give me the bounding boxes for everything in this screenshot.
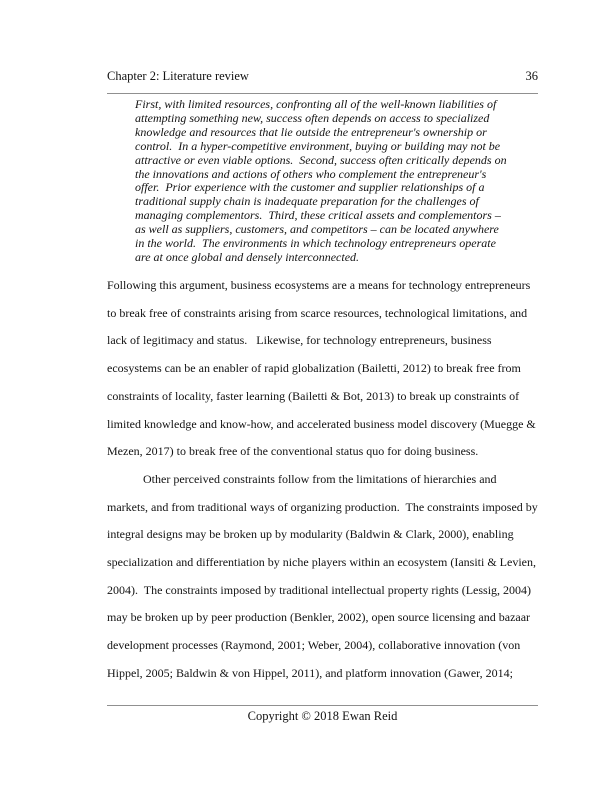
body-text [107, 272, 547, 688]
body-line: 2004). The constraints imposed by traditional intellectual property rights (Lessig, 2004) [107, 582, 532, 597]
body-line: limited knowledge and know-how, and accelerated business model discovery (Muegge & [107, 416, 536, 431]
quote-line: traditional supply chain is inadequate preparation for the challenges of [135, 194, 479, 209]
quote-line: knowledge and resources that lie outside the entrepreneur's ownership or [135, 124, 487, 139]
body-line: development processes (Raymond, 2001; Weber, 2004), collaborative innovation (von [107, 638, 521, 653]
quote-line: the innovations and actions of others who complement the entrepreneur's [135, 166, 487, 181]
page-header [107, 69, 538, 84]
body-line: markets, and from traditional ways of organizing production. The constraints imposed by [107, 499, 538, 514]
quote-line: managing complementors. Third, these critical assets and complementors – [135, 208, 501, 223]
page-number: 36 [525, 69, 538, 83]
quote-line: in the world. The environments in which technology entrepreneurs operate [135, 236, 496, 251]
quote-line: are at once global and densely interconnected. [135, 249, 360, 264]
quote-line: attempting something new, success often depends on access to specialized [135, 110, 490, 125]
body-line: Following this argument, business ecosystems are a means for technology entrepreneurs [107, 278, 531, 292]
quote-line: First, with limited resources, confronting all of the well-known liabilities of [135, 97, 497, 111]
body-line: may be broken up by peer production (Benkler, 2002), open source licensing and bazaar [107, 610, 531, 625]
body-line: Hippel, 2005; Baldwin & von Hippel, 2011), and platform innovation (Gawer, 2014; [107, 665, 514, 680]
quote-line: attractive or even viable options. Second, success often critically depends on [135, 152, 507, 167]
body-line: constraints of locality, faster learning (Bailetti & Bot, 2013) to break up constraints of [107, 388, 520, 403]
quote-line: as well as suppliers, customers, and competitors – can be located anywhere [135, 222, 499, 237]
quote-line: offer. Prior experience with the customer and supplier relationships of a [135, 180, 485, 195]
body-line: Mezen, 2017) to break free of the conventional status quo for doing business. [107, 444, 479, 459]
running-header-title: Chapter 2: Literature review [107, 69, 249, 83]
body-line: to break free of constraints arising from scarce resources, technological limitations, and [107, 305, 528, 320]
paragraph-1 [107, 272, 547, 466]
body-line: specialization and differentiation by niche players within an ecosystem (Iansiti & Levien, [107, 555, 536, 570]
paragraph-2 [107, 466, 547, 688]
body-line: integral designs may be broken up by modularity (Baldwin & Clark, 2000), enabling [107, 527, 514, 542]
body-line: lack of legitimacy and status. Likewise, for technology entrepreneurs, business [107, 333, 492, 348]
body-line: Other perceived constraints follow from the limitations of hierarchies and [143, 471, 497, 486]
quote-line: control. In a hyper-competitive environment, buying or building may not be [135, 138, 501, 153]
block-quote [135, 98, 535, 265]
body-line: ecosystems can be an enabler of rapid globalization (Bailetti, 2012) to break free from [107, 361, 521, 376]
header-rule [107, 93, 538, 94]
copyright-notice: Copyright © 2018 Ewan Reid [247, 709, 398, 723]
footer-rule [107, 705, 538, 706]
